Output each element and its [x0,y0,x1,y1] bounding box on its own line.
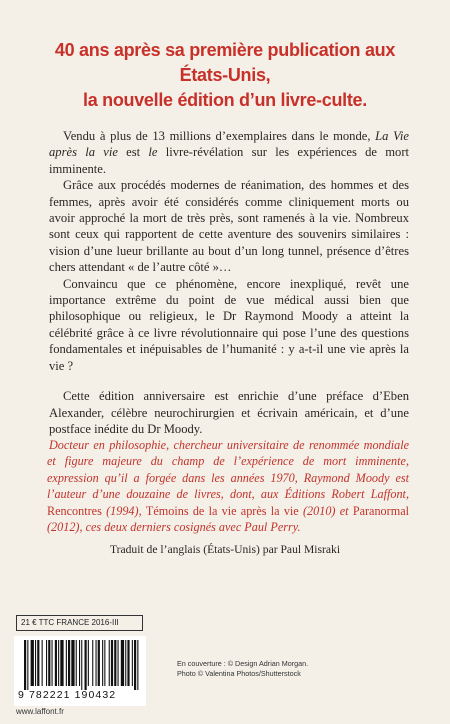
barcode-bar [96,640,97,686]
barcode-bar [111,640,113,686]
bio-title-1: Rencontres [47,503,102,518]
bio-title-3: Paranormal [352,503,409,518]
barcode-bar [48,640,50,686]
barcode-bar [55,640,57,686]
price-label: 21 € TTC FRANCE 2016-III [16,615,143,631]
barcode [14,636,146,706]
barcode-bar [137,640,138,690]
paragraph-1 [49,128,409,177]
bio-year-1: (1994), [101,503,146,518]
barcode-bar [85,640,87,690]
headline [30,38,420,113]
barcode-bar [35,640,36,686]
barcode-bar [118,640,119,686]
barcode-bar [31,640,34,686]
credits-line-1: En couverture : © Design Adrian Morgan. [177,659,309,668]
emphasis-le: le [148,145,158,160]
barcode-bar [81,640,82,690]
translator-credit: Traduit de l’anglais (États-Unis) par Paul Misraki [109,543,341,556]
headline-line-2: la nouvelle édition d’un livre-culte. [83,90,367,110]
paragraph-1-text-a: Vendu à plus de 13 millions d’exemplaires dans le monde, [63,129,376,143]
paragraph-3: Convaincu que ce phénomène, encore inexpliqué, revêt une importance extrême du point de vue médical aussi bien que philosophique ou religieux, le Dr Raymond Moody a atteint la célébrité grâce à ce livre révolutionnaire qui pose l’une des questions fondamentales et inépuisables de l’humanité : y a-t-il une vie après la vie ? [49,276,409,373]
barcode-bar [132,640,133,686]
paragraph-2: Grâce aux procédés modernes de réanimation, des hommes et des femmes, après avoir été considérés comme cliniquement morts ou avoir approché la mort de très près, sont ramenés à la vie. Nombreux sont ceux qui rapportent de cette aventure des souvenirs similaires : vision d’une lueur brillante au bout d’un long tunnel, présence d’êtres chers attendant « de l’autre côté »… [49,178,409,275]
barcode-bar [46,640,47,686]
barcode-bar [27,640,28,690]
bio-year-3: (2012), ces deux derniers cosignés avec Paul Perry. [47,520,301,535]
bio-text-a: Docteur en philosophie, chercheur universitaire de renommée mondiale et figure majeure du champ de l’expérience de mort imminente, expression qu’il a forgée dans les années 1970, Raymond Moody est l’auteur d’une douzaine de livres, dont, aux Éditions Robert Laffont, [47,438,409,502]
barcode-bar [42,640,43,686]
paragraph-1-text-c: livre-révélation sur les expériences de mort imminente. [49,145,410,176]
bio-title-2: Témoins de la vie après la vie [145,503,299,518]
headline-line-1: 40 ans après sa première publication aux États-Unis, [54,40,396,85]
barcode-bar [76,640,77,686]
barcode-bar [125,640,126,686]
barcode-bar [68,640,70,686]
barcode-bar [37,640,39,686]
cover-credits [177,659,397,679]
book-title: La Vie après la vie [49,129,409,160]
barcode-bar [109,640,110,686]
barcode-bar [98,640,100,686]
barcode-icon [14,636,146,690]
barcode-bar [88,640,89,686]
barcode-bar [134,640,136,690]
paragraph-4: Cette édition anniversaire est enrichie d’une préface d’Eben Alexander, célèbre neurochirurgien et écrivain américain, et d’une postface inédite du Dr Moody. [49,389,409,436]
author-bio [47,437,409,535]
barcode-bar [58,640,59,686]
barcode-bar [24,640,26,690]
barcode-bar [114,640,116,686]
barcode-bar [79,640,80,686]
barcode-bar [71,640,74,686]
barcode-bar [92,640,93,686]
isbn-number: 9 782221 190432 [18,689,117,701]
barcode-bar [127,640,129,686]
website-url: www.laffont.fr [16,707,64,716]
barcode-bar [104,640,105,686]
paragraph-1-text-b: est [117,145,149,160]
bio-year-2: (2010) et [298,503,353,518]
barcode-bar [66,640,67,686]
barcode-bar [121,640,124,686]
barcode-bar [52,640,53,686]
barcode-bar [60,640,63,686]
credits-line-2: Photo © Valentina Photos/Shutterstock [177,669,301,678]
description [49,128,409,437]
barcode-bar [102,640,103,686]
